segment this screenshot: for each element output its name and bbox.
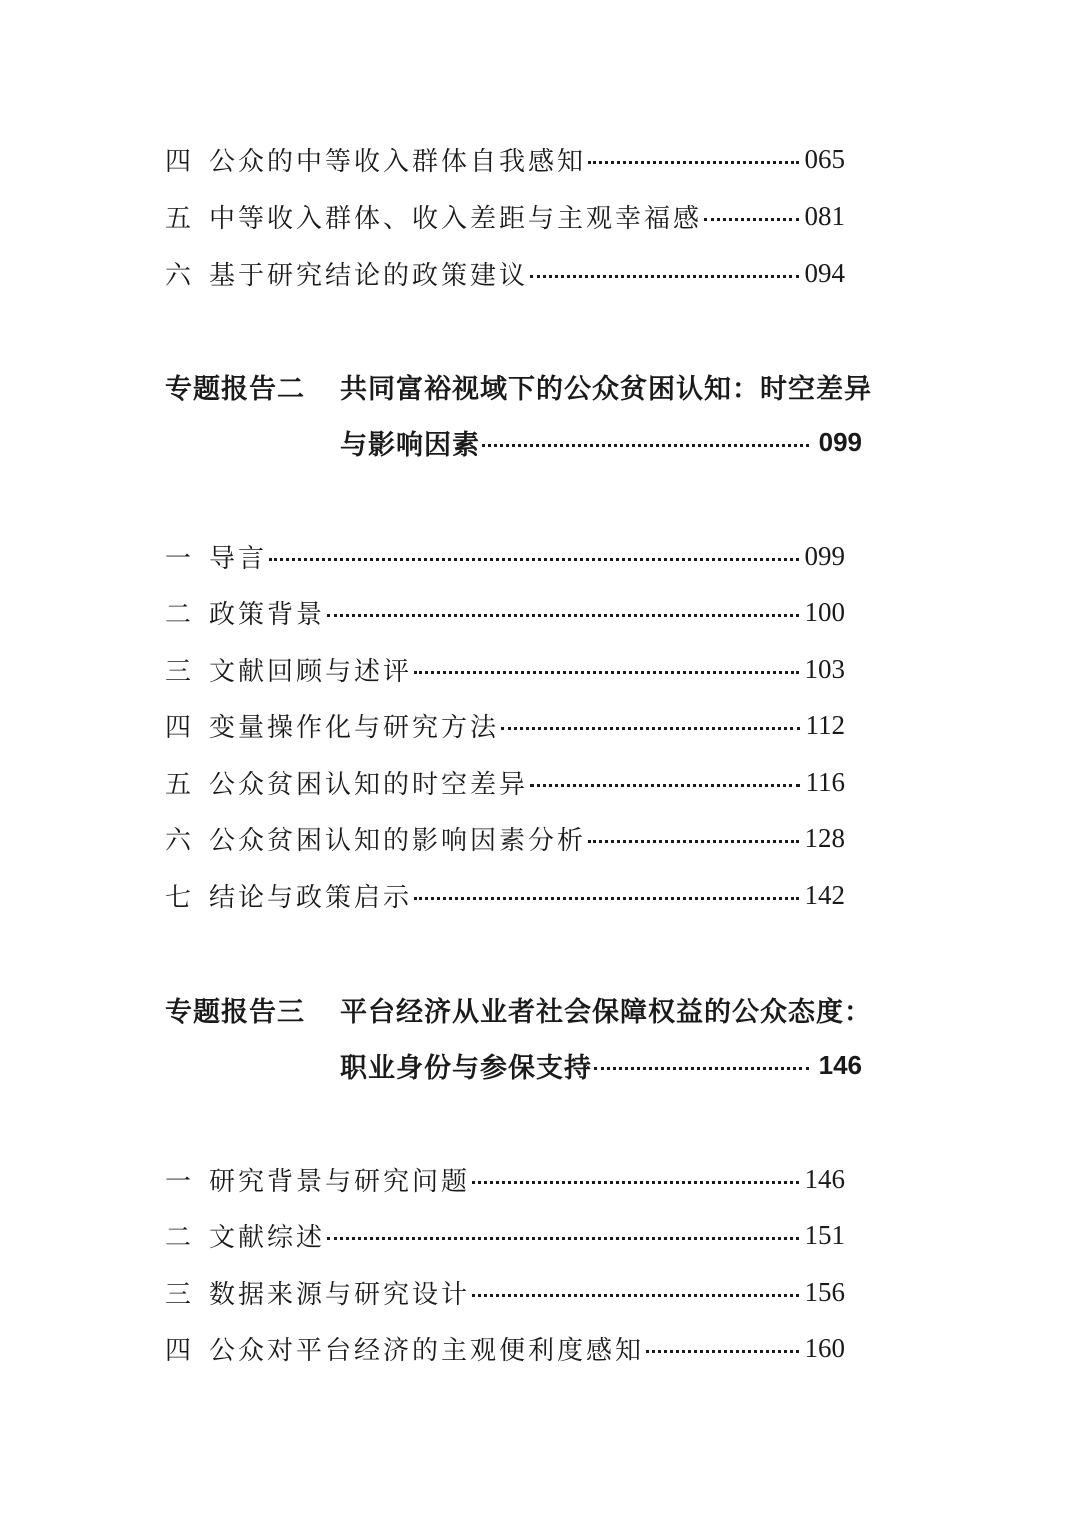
entry-number: 六 (165, 260, 195, 291)
entry-number: 四 (165, 146, 195, 177)
entry-title: 公众的中等收入群体自我感知 (209, 146, 587, 177)
entry-number: 二 (165, 1222, 195, 1253)
entry-page-number: 156 (804, 1276, 845, 1307)
toc-entry[interactable] (165, 1159, 845, 1199)
section-heading-report2[interactable] (165, 364, 895, 461)
entry-page-number: 142 (804, 879, 845, 910)
entry-page-number: 100 (804, 596, 845, 627)
section-title-line1: 共同富裕视域下的公众贫困认知：时空差异 (340, 373, 872, 405)
entry-number: 三 (165, 1279, 195, 1310)
entry-title: 公众对平台经济的主观便利度感知 (209, 1335, 645, 1366)
dot-leader (414, 875, 798, 915)
entry-page-number: 065 (804, 143, 845, 174)
entry-number: 五 (165, 203, 195, 234)
entry-title: 中等收入群体、收入差距与主观幸福感 (209, 203, 703, 234)
entry-number: 三 (165, 656, 195, 687)
entry-page-number: 160 (804, 1332, 845, 1363)
toc-entry[interactable] (165, 1215, 845, 1255)
dot-leader (269, 536, 798, 576)
entry-number: 七 (165, 882, 195, 913)
entry-title: 文献回顾与述评 (209, 656, 413, 687)
entry-page-number: 151 (804, 1219, 845, 1250)
toc-entry[interactable] (165, 818, 845, 858)
entry-page-number: 081 (804, 200, 845, 231)
section-title-line2: 与影响因素 (340, 429, 480, 461)
dot-leader (414, 649, 798, 689)
entry-page-number: 103 (804, 653, 845, 684)
entry-page-number: 128 (804, 822, 845, 853)
entry-page-number: 146 (804, 1163, 845, 1194)
entry-title: 政策背景 (209, 599, 326, 630)
entry-title: 公众贫困认知的影响因素分析 (209, 825, 587, 856)
section-label: 专题报告二 (165, 373, 305, 405)
entry-title: 导言 (209, 543, 268, 574)
dot-leader (530, 253, 798, 293)
entry-number: 一 (165, 543, 195, 574)
entry-title: 结论与政策启示 (209, 882, 413, 913)
dot-leader (646, 1328, 798, 1368)
toc-entry[interactable] (165, 196, 845, 236)
dot-leader (472, 1159, 798, 1199)
dot-leader (594, 1043, 809, 1087)
section-heading-report3[interactable] (165, 987, 895, 1084)
entry-number: 二 (165, 599, 195, 630)
entry-title: 研究背景与研究问题 (209, 1166, 471, 1197)
dot-leader (530, 762, 799, 802)
entry-number: 四 (165, 1335, 195, 1366)
entry-number: 五 (165, 769, 195, 800)
dot-leader (501, 705, 799, 745)
toc-entry[interactable] (165, 649, 845, 689)
entry-title: 公众贫困认知的时空差异 (209, 769, 529, 800)
entry-number: 一 (165, 1166, 195, 1197)
dot-leader (482, 420, 809, 464)
entry-number: 四 (165, 712, 195, 743)
entry-number: 六 (165, 825, 195, 856)
entry-title: 变量操作化与研究方法 (209, 712, 500, 743)
entry-page-number: 094 (804, 257, 845, 288)
entry-title: 文献综述 (209, 1222, 326, 1253)
toc-entry[interactable] (165, 1328, 845, 1368)
toc-entry[interactable] (165, 536, 845, 576)
entry-title: 基于研究结论的政策建议 (209, 260, 529, 291)
toc-entry[interactable] (165, 253, 845, 293)
toc-entry[interactable] (165, 875, 845, 915)
entry-page-number: 099 (804, 540, 845, 571)
entry-title: 数据来源与研究设计 (209, 1279, 471, 1310)
dot-leader (327, 592, 798, 632)
toc-entry[interactable] (165, 592, 845, 632)
dot-leader (472, 1272, 798, 1312)
entry-page-number: 112 (805, 709, 845, 740)
toc-entry[interactable] (165, 762, 845, 802)
section-title-line2: 职业身份与参保支持 (340, 1052, 592, 1084)
dot-leader (704, 196, 798, 236)
dot-leader (588, 818, 798, 858)
section-page-number: 099 (818, 426, 862, 457)
section-title-line1: 平台经济从业者社会保障权益的公众态度： (340, 996, 872, 1028)
section-label: 专题报告三 (165, 996, 305, 1028)
dot-leader (327, 1215, 798, 1255)
toc-entry[interactable] (165, 705, 845, 745)
toc-entry[interactable] (165, 139, 845, 179)
entry-page-number: 116 (805, 766, 845, 797)
section-page-number: 146 (818, 1049, 862, 1080)
dot-leader (588, 139, 798, 179)
toc-entry[interactable] (165, 1272, 845, 1312)
